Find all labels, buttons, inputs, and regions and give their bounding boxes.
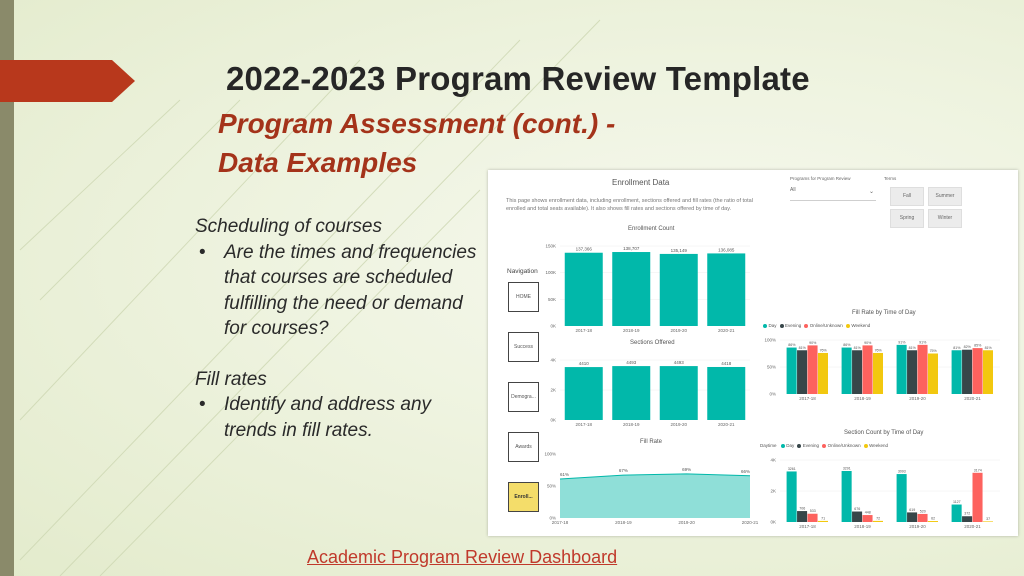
data-label: 75% [929,349,937,353]
bar [962,350,972,394]
sections-offered-chart [540,350,760,430]
bar [660,254,698,326]
bar [973,473,983,522]
bar [842,471,852,522]
data-label: 136,085 [718,247,735,253]
data-label: 71 [821,516,826,521]
data-label: 62 [931,516,936,521]
bar [962,516,972,522]
bar [928,521,938,522]
y-tick-label: 0K [770,519,776,525]
y-tick-label: 0% [769,391,776,397]
legend-swatch [797,444,801,448]
dashboard-link[interactable]: Academic Program Review Dashboard [307,547,618,567]
data-label: 533 [809,509,816,514]
data-label: 3174 [973,468,982,473]
legend-item-label: Weekend [869,443,889,448]
data-label: 138,707 [623,246,640,252]
legend-swatch [846,324,850,328]
bar [852,350,862,394]
nav-button-success[interactable]: Success [508,332,539,362]
data-label: 676 [854,507,861,512]
bar [897,474,907,522]
fill-rates-bullets [195,392,485,443]
data-label: 76% [819,348,827,353]
enrollment-count-title: Enrollment Count [628,226,675,232]
bar [707,253,745,326]
x-tick-label: 2019-20 [678,520,695,525]
data-label: 448 [864,510,871,515]
slide-subtitle-line2: Data Examples [218,147,418,178]
term-button-summer[interactable]: Summer [928,187,962,206]
x-tick-label: 2018-19 [854,396,871,401]
programs-filter-label: Programs for Program Review [790,176,851,181]
y-tick-label: 0% [549,515,556,521]
slide-title: 2022-2023 Program Review Template [226,60,810,97]
nav-button-demographics[interactable]: Demogra... [508,382,539,412]
data-label: 82% [963,345,971,350]
section-count-by-time-title: Section Count by Time of Day [844,430,924,436]
bar [852,512,862,522]
legend-item-label: Evening [802,443,820,448]
dashboard-screenshot [488,170,1018,536]
bar [863,345,873,394]
data-label: 4493 [626,360,637,366]
x-tick-label: 2020-21 [717,422,735,427]
x-tick-label: 2017-18 [551,520,569,525]
bar [818,353,828,394]
y-tick-label: 100K [545,270,556,276]
y-tick-label: 2K [770,488,776,494]
bar [928,354,938,395]
data-label: 91% [898,340,906,345]
y-tick-label: 4K [550,357,556,363]
data-label: 85% [974,343,982,348]
bar [787,471,797,522]
legend-swatch [822,444,826,448]
dashboard-description: This page shows enrollment data, including enrollment, sections offered and fill rates (the ratio of total enrolled and total seats available). It also shows fill rates and sections offered by time of day. [506,198,753,212]
x-tick-label: 2018-19 [615,520,632,525]
data-label: 81% [798,345,806,350]
data-label: 3291 [842,466,851,471]
y-tick-label: 100% [544,451,556,457]
scheduling-bullets [195,240,485,342]
bar [983,350,993,394]
bar [787,348,797,394]
bar [897,345,907,394]
x-tick-label: 2020-21 [964,396,981,401]
y-tick-label: 0K [550,417,556,423]
terms-filter-label: Terms [884,176,897,181]
y-tick-label: 50% [766,364,776,370]
legend-item-label: Day [786,443,795,448]
data-label: 67% [618,468,628,474]
bar [973,348,983,394]
nav-button-awards[interactable]: Awards [508,432,539,462]
data-label: 72 [876,516,881,521]
fill-rate-title: Fill Rate [640,439,663,445]
dashboard-title: Enrollment Data [612,178,670,187]
x-tick-label: 2019-20 [670,422,688,427]
legend-item-label: Online/Unknown [827,443,861,448]
x-tick-label: 2018-19 [622,422,640,427]
data-label: 66% [740,468,750,474]
section-count-by-time-chart [760,452,1005,532]
data-label: 137,366 [575,246,592,252]
bar [918,345,928,394]
data-label: 81% [853,345,861,350]
legend-item-label: Day [768,323,777,328]
data-label: 4418 [721,360,732,366]
legend-item-label: Weekend [851,323,871,328]
navigation-label: Navigation [507,268,538,275]
data-label: 4493 [673,360,684,366]
fill-rate-by-time-chart [760,332,1005,404]
fill-rates-bullet: • Identify and address any trends in fill rates. [195,392,485,443]
fill-rate-chart [540,448,760,528]
bar [863,515,873,522]
bar [983,521,993,522]
y-tick-label: 2K [550,387,556,393]
bar [818,521,828,522]
bar [808,514,818,522]
data-label: 3093 [897,469,906,474]
bar [612,366,650,420]
x-tick-label: 2020-21 [741,520,759,525]
data-label: 61% [560,471,570,477]
programs-dropdown[interactable] [790,187,876,201]
body-text [195,214,485,443]
bar [565,367,603,420]
data-label: 86% [843,343,851,348]
x-tick-label: 2018-19 [622,328,640,333]
data-label: 135,149 [670,247,687,253]
legend-swatch [781,444,785,448]
x-tick-label: 2017-18 [799,396,816,401]
legend-swatch [804,324,808,328]
bar [565,253,603,326]
data-label: 706 [799,506,806,511]
enrollment-count-chart [540,236,760,336]
data-label: 37 [986,516,991,521]
term-button-fall[interactable]: Fall [890,187,924,206]
programs-dropdown-value: All [790,187,796,193]
nav-button-enrollment[interactable]: Enroll... [508,482,539,512]
x-tick-label: 2019-20 [909,524,926,529]
fill-rate-by-time-title: Fill Rate by Time of Day [852,310,916,316]
sections-offered-title: Sections Offered [630,340,675,346]
bar [873,353,883,394]
legend-swatch [763,324,767,328]
bar [797,511,807,522]
data-label: 81% [908,345,916,350]
bar [612,252,650,326]
data-label: 81% [984,345,992,350]
x-tick-label: 2017-18 [799,524,816,529]
data-label: 520 [919,509,926,514]
legend-title: Daytime [760,443,777,448]
y-tick-label: 0K [550,323,556,329]
data-label: 1127 [952,500,961,505]
data-label: 3261 [787,466,796,471]
scheduling-heading: Scheduling of courses [195,216,382,237]
y-tick-label: 150K [545,243,556,249]
data-label: 619 [909,507,916,512]
slide-subtitle-line1: Program Assessment (cont.) - [218,108,616,139]
bar [797,350,807,394]
x-tick-label: 2019-20 [670,328,688,333]
x-tick-label: 2020-21 [964,524,981,529]
nav-button-home[interactable]: HOME [508,282,539,312]
y-tick-label: 50% [546,483,556,489]
bar [707,367,745,420]
bar [918,514,928,522]
term-button-spring[interactable]: Spring [890,209,924,228]
title-arrow-shape [0,60,135,102]
data-label: 86% [788,343,796,348]
bar [907,350,917,394]
x-tick-label: 2017-18 [575,328,593,333]
fill-rate-by-time-legend [760,323,870,328]
y-tick-label: 50K [547,296,556,302]
data-label: 91% [919,340,927,345]
data-label: 76% [874,348,882,353]
bar [907,512,917,522]
x-tick-label: 2019-20 [909,396,926,401]
x-tick-label: 2017-18 [575,422,593,427]
data-label: 90% [864,340,872,345]
bar [952,505,962,522]
data-label: 4410 [578,361,589,367]
fill-rates-heading: Fill rates [195,368,267,390]
x-tick-label: 2020-21 [717,328,735,333]
data-label: 90% [809,340,817,345]
bar [842,348,852,394]
section-count-by-time-legend [760,443,888,448]
term-button-winter[interactable]: Winter [928,209,962,228]
legend-swatch [780,324,784,328]
y-tick-label: 4K [770,457,776,463]
data-label: 69% [682,466,692,472]
legend-item-label: Online/Unknown [809,323,843,328]
bar [952,350,962,394]
bar [873,521,883,522]
y-tick-label: 100% [764,337,776,343]
x-tick-label: 2018-19 [854,524,871,529]
legend-swatch [864,444,868,448]
bar [808,345,818,394]
scheduling-bullet: • Are the times and frequencies that courses are scheduled fulfilling the need or demand for courses? [195,240,485,342]
data-label: 81% [953,345,961,350]
data-label: 372 [964,511,971,516]
legend-item-label: Evening [785,323,802,328]
chevron-down-icon: ⌄ [868,189,874,195]
bar [660,366,698,420]
